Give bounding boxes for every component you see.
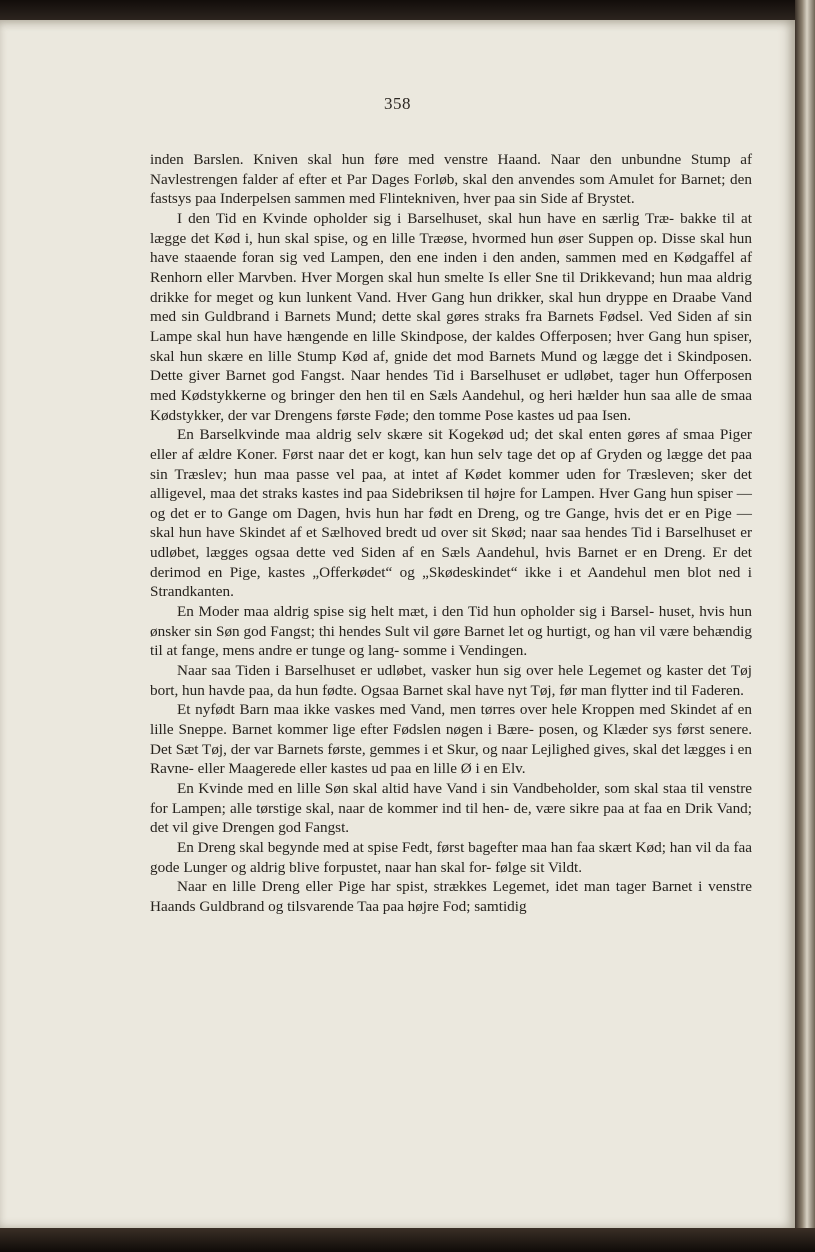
paragraph: I den Tid en Kvinde opholder sig i Barselhuset, skal hun have en særlig Træ- bakke til at lægge det Kød i, hun skal spise, og en lille Træøse, hvormed hun øser Suppen op. Disse skal hun have staaende foran sig ved Lampen, den ene inden i den anden, sammen med en Kødgaffel af Renhorn eller Marvben. Hver Morgen skal hun smelte Is eller Sne til Drikkevand; hun maa aldrig drikke for meget og kun lunkent Vand. Hver Gang hun drikker, skal hun dryppe en Draabe Vand med sin Guldbrand i Barnets Mund; dette skal gøres straks fra Barnets Fødsel. Ved Siden af sin Lampe skal hun have hængende en lille Skindpose, der kaldes Offerposen; hver Gang hun spiser, skal hun skære en lille Stump Kød af, gnide det mod Barnets Mund og lægge det i Skindposen. Dette giver Barnet god Fangst. Naar hendes Tid i Barselhuset er udløbet, tager hun Offerposen med Kødstykkerne og bringer den hen til en Sæls Aandehul, og heri hælder hun saa alle de smaa Kødstykker, der var Drengens første Føde; den tomme Pose kastes ud paa Isen. bbox=[150, 209, 752, 424]
book-page bbox=[0, 20, 795, 1228]
paragraph: En Barselkvinde maa aldrig selv skære sit Kogekød ud; det skal enten gøres af smaa Piger eller af ældre Koner. Først naar det er kogt, kan hun selv tage det op af Gryden og lægge det paa sin Træslev; hun maa passe vel paa, at intet af Kødet kommer uden for Træsleven; sker det alligevel, maa det straks kastes ind paa Sidebriksen til højre for Lampen. Hver Gang hun spiser — og det er to Gange om Dagen, hvis hun har født en Dreng, og tre Gange, hvis det er en Pige — skal hun have Skindet af et Sælhoved bredt ud over sit Skød; naar saa hendes Tid i Barselhuset er udløbet, lægges ogsaa dette ved Siden af en Sæls Aandehul, hvis Barnet er en Dreng. Er det derimod en Pige, kastes „Offerkødet“ og „Skødeskindet“ ikke i et Aandehul men blot ned i Strandkanten. bbox=[150, 426, 752, 601]
paragraph: Naar saa Tiden i Barselhuset er udløbet, vasker hun sig over hele Legemet og kaster det Tøj bort, hun havde paa, da hun fødte. Ogsaa Barnet skal have nyt Tøj, før man flytter ind til Faderen. bbox=[150, 662, 752, 699]
paragraph: Et nyfødt Barn maa ikke vaskes med Vand, men tørres over hele Kroppen med Skindet af en lille Sneppe. Barnet kommer lige efter Fødslen nøgen i Bære- posen, og Klæder sys først senere. Det Sæt Tøj, der var Barnets første, gemmes i et Skur, og naar Lejlighed gives, skal det lægges i en Ravne- eller Maagerede eller kastes ud paa en lille Ø i en Elv. bbox=[150, 701, 752, 778]
body-text bbox=[150, 150, 752, 917]
page-number: 358 bbox=[384, 94, 411, 113]
paragraph: inden Barslen. Kniven skal hun føre med venstre Haand. Naar den unbundne Stump af Navlestrengen falder af efter et Par Dages Forløb, skal den anvendes som Amulet for Barnet; den fastsys paa Inderpelsen sammen med Flintekniven, hver paa sin Side af Brystet. bbox=[150, 151, 752, 208]
paragraph: En Moder maa aldrig spise sig helt mæt, i den Tid hun opholder sig i Barsel- huset, hvis hun ønsker sin Søn god Fangst; thi hendes Sult vil gøre Barnet let og hurtigt, og han vil være behændig til at fange, mens andre er tunge og lang- somme i Vendingen. bbox=[150, 603, 752, 660]
paragraph: En Kvinde med en lille Søn skal altid have Vand i sin Vandbeholder, som skal staa til venstre for Lampen; alle tørstige skal, naar de kommer ind til hen- de, være sikre paa at faa en Drik Vand; det vil give Drengen god Fangst. bbox=[150, 780, 752, 837]
paragraph: En Dreng skal begynde med at spise Fedt, først bagefter maa han faa skært Kød; han vil da faa gode Lunger og aldrig blive forpustet, naar han skal for- følge sit Vildt. bbox=[150, 838, 752, 876]
paragraph: Naar en lille Dreng eller Pige har spist, strækkes Legemet, idet man tager Barnet i venstre Haands Guldbrand og tilsvarende Taa paa højre Fod; samtidig bbox=[150, 878, 752, 915]
book-edge-top bbox=[0, 0, 815, 20]
book-edge-bottom bbox=[0, 1228, 815, 1252]
book-edge-right bbox=[795, 0, 815, 1252]
